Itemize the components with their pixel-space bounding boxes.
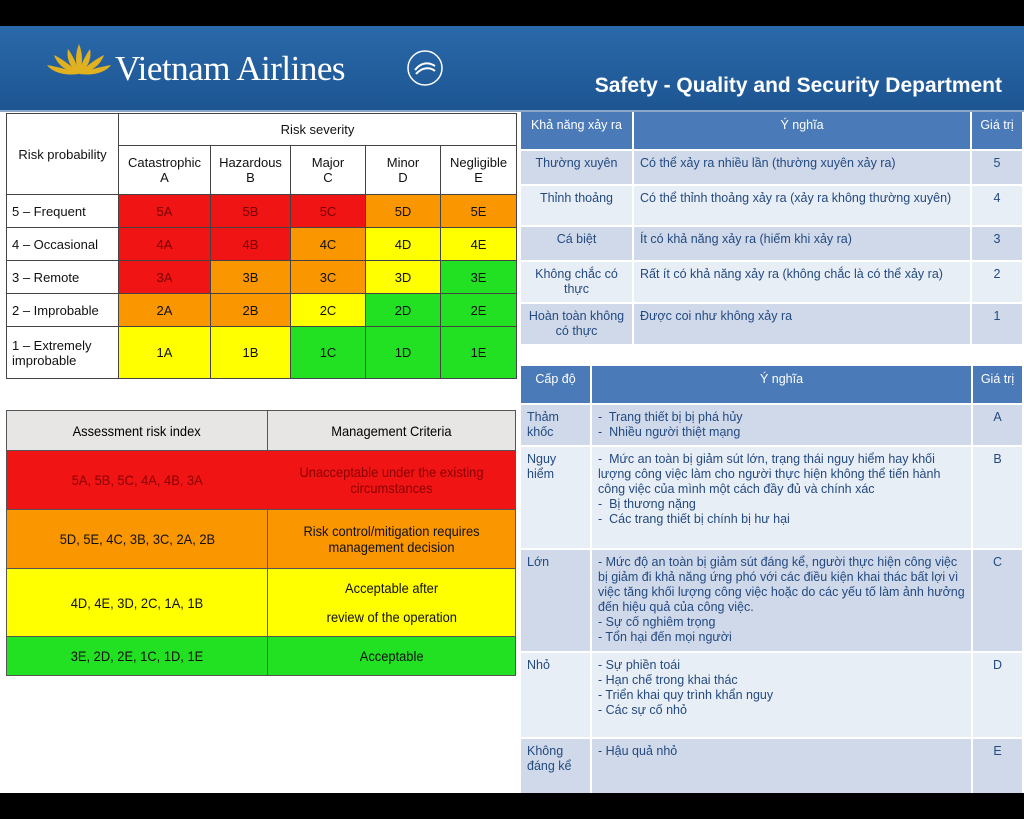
probability-label: 5 – Frequent <box>7 195 119 228</box>
table-row <box>521 261 1023 303</box>
risk-cell: 3C <box>291 261 366 294</box>
risk-cell: 2C <box>291 294 366 327</box>
table-row <box>521 226 1023 261</box>
risk-cell: 5B <box>211 195 291 228</box>
risk-cell: 4C <box>291 228 366 261</box>
prob-value: 2 <box>971 261 1023 303</box>
sev-value: B <box>972 446 1023 549</box>
prob-value: 1 <box>971 303 1023 345</box>
table-row <box>7 637 516 676</box>
risk-cell: 3A <box>119 261 211 294</box>
matrix-row <box>7 195 517 228</box>
severity-table <box>521 366 1024 793</box>
prob-value: 4 <box>971 185 1023 226</box>
table-row <box>7 569 516 637</box>
management-criteria: Risk control/mitigation requires management decision <box>268 510 516 569</box>
sev-meaning: - Sự phiền toái - Hạn chế trong khai thác - Triển khai quy trình khẩn nguy - Các sự cố nhỏ <box>591 652 972 738</box>
risk-probability-header: Risk probability <box>7 114 119 195</box>
table-row <box>521 549 1023 652</box>
matrix-row <box>7 261 517 294</box>
sev-level: Không đáng kể <box>521 738 591 793</box>
risk-severity-header: Risk severity <box>119 114 517 146</box>
prob-name: Cá biệt <box>521 226 633 261</box>
severity-col-hazardous: Hazardous B <box>211 146 291 195</box>
risk-cell: 1D <box>366 327 441 379</box>
table-row <box>521 404 1023 446</box>
table-row <box>521 150 1023 185</box>
sev-value: E <box>972 738 1023 793</box>
prob-header-meaning: Ý nghĩa <box>633 112 971 150</box>
matrix-row <box>7 327 517 379</box>
sev-meaning: - Mức an toàn bị giảm sút lớn, trạng thái nguy hiểm hay khối lượng công việc làm cho người thực hiện không thể tiến hành công việc của mình một cách đầy đủ và chính xác - Bị thương nặng - Các trang thiết bị chính bị hư hại <box>591 446 972 549</box>
matrix-row <box>7 294 517 327</box>
prob-meaning: Có thể thỉnh thoảng xảy ra (xảy ra không thường xuyên) <box>633 185 971 226</box>
risk-cell: 3D <box>366 261 441 294</box>
sev-level: Nhỏ <box>521 652 591 738</box>
management-criteria: Unacceptable under the existing circumstances <box>268 451 516 510</box>
assessment-index: 3E, 2D, 2E, 1C, 1D, 1E <box>7 637 268 676</box>
risk-cell: 2B <box>211 294 291 327</box>
prob-meaning: Có thể xảy ra nhiều lần (thường xuyên xảy ra) <box>633 150 971 185</box>
slide <box>0 26 1024 793</box>
severity-col-catastrophic: Catastrophic A <box>119 146 211 195</box>
severity-col-minor: Minor D <box>366 146 441 195</box>
prob-name: Không chắc có thực <box>521 261 633 303</box>
prob-name: Thỉnh thoảng <box>521 185 633 226</box>
sev-meaning: - Hậu quả nhỏ <box>591 738 972 793</box>
risk-cell: 3B <box>211 261 291 294</box>
sev-meaning: - Mức độ an toàn bị giảm sút đáng kể, người thực hiện công việc bị giảm đi khả năng ứng phó với các điều kiện khai thác bất lợi vì việc tăng khối lượng công việc hoặc do các yếu tố làm ảnh hưởng đến hiệu quả của công việc. - Sự cố nghiêm trọng - Tổn hại đến mọi người <box>591 549 972 652</box>
risk-matrix <box>6 113 517 379</box>
risk-cell: 1C <box>291 327 366 379</box>
prob-header-value: Giá trị <box>971 112 1023 150</box>
risk-cell: 4A <box>119 228 211 261</box>
assessment-index: 5A, 5B, 5C, 4A, 4B, 3A <box>7 451 268 510</box>
management-criteria: Acceptable <box>268 637 516 676</box>
prob-value: 3 <box>971 226 1023 261</box>
prob-meaning: Rất ít có khả năng xảy ra (không chắc là có thể xảy ra) <box>633 261 971 303</box>
prob-header-name: Khả năng xảy ra <box>521 112 633 150</box>
prob-meaning: Được coi như không xảy ra <box>633 303 971 345</box>
sev-meaning: - Trang thiết bị bị phá hủy - Nhiều người thiệt mạng <box>591 404 972 446</box>
table-row <box>521 303 1023 345</box>
table-row <box>521 185 1023 226</box>
probability-label: 2 – Improbable <box>7 294 119 327</box>
risk-cell: 2E <box>441 294 517 327</box>
probability-table <box>521 112 1024 346</box>
risk-cell: 5D <box>366 195 441 228</box>
sev-level: Thảm khốc <box>521 404 591 446</box>
assessment-index: 5D, 5E, 4C, 3B, 3C, 2A, 2B <box>7 510 268 569</box>
sev-level: Lớn <box>521 549 591 652</box>
prob-name: Hoàn toàn không có thực <box>521 303 633 345</box>
prob-name: Thường xuyên <box>521 150 633 185</box>
sev-level: Nguy hiểm <box>521 446 591 549</box>
risk-cell: 2A <box>119 294 211 327</box>
risk-cell: 5A <box>119 195 211 228</box>
table-row <box>521 738 1023 793</box>
sev-header-value: Giá trị <box>972 366 1023 404</box>
risk-cell: 4E <box>441 228 517 261</box>
sev-value: C <box>972 549 1023 652</box>
brand-name: Vietnam Airlines <box>115 49 345 88</box>
risk-cell: 1B <box>211 327 291 379</box>
probability-label: 3 – Remote <box>7 261 119 294</box>
table-row <box>7 451 516 510</box>
risk-cell: 1E <box>441 327 517 379</box>
sev-header-level: Cấp độ <box>521 366 591 404</box>
risk-cell: 1A <box>119 327 211 379</box>
management-criteria: Acceptable after review of the operation <box>268 569 516 637</box>
skyteam-logo-icon <box>405 48 445 88</box>
assessment-index: 4D, 4E, 3D, 2C, 1A, 1B <box>7 569 268 637</box>
prob-meaning: Ít có khả năng xảy ra (hiếm khi xảy ra) <box>633 226 971 261</box>
risk-cell: 2D <box>366 294 441 327</box>
sev-value: A <box>972 404 1023 446</box>
severity-col-major: Major C <box>291 146 366 195</box>
table-row <box>521 652 1023 738</box>
assessment-table <box>6 410 516 676</box>
risk-cell: 3E <box>441 261 517 294</box>
risk-cell: 4D <box>366 228 441 261</box>
lotus-logo-icon <box>44 40 114 84</box>
header-bar <box>0 26 1024 110</box>
probability-label: 4 – Occasional <box>7 228 119 261</box>
matrix-row <box>7 228 517 261</box>
management-criteria-header: Management Criteria <box>268 411 516 451</box>
department-title: Safety - Quality and Security Department <box>594 74 1002 97</box>
table-row <box>7 510 516 569</box>
severity-col-negligible: Negligible E <box>441 146 517 195</box>
sev-value: D <box>972 652 1023 738</box>
assessment-index-header: Assessment risk index <box>7 411 268 451</box>
risk-cell: 4B <box>211 228 291 261</box>
probability-label: 1 – Extremely improbable <box>7 327 119 379</box>
sev-header-meaning: Ý nghĩa <box>591 366 972 404</box>
risk-cell: 5C <box>291 195 366 228</box>
table-row <box>521 446 1023 549</box>
risk-cell: 5E <box>441 195 517 228</box>
prob-value: 5 <box>971 150 1023 185</box>
